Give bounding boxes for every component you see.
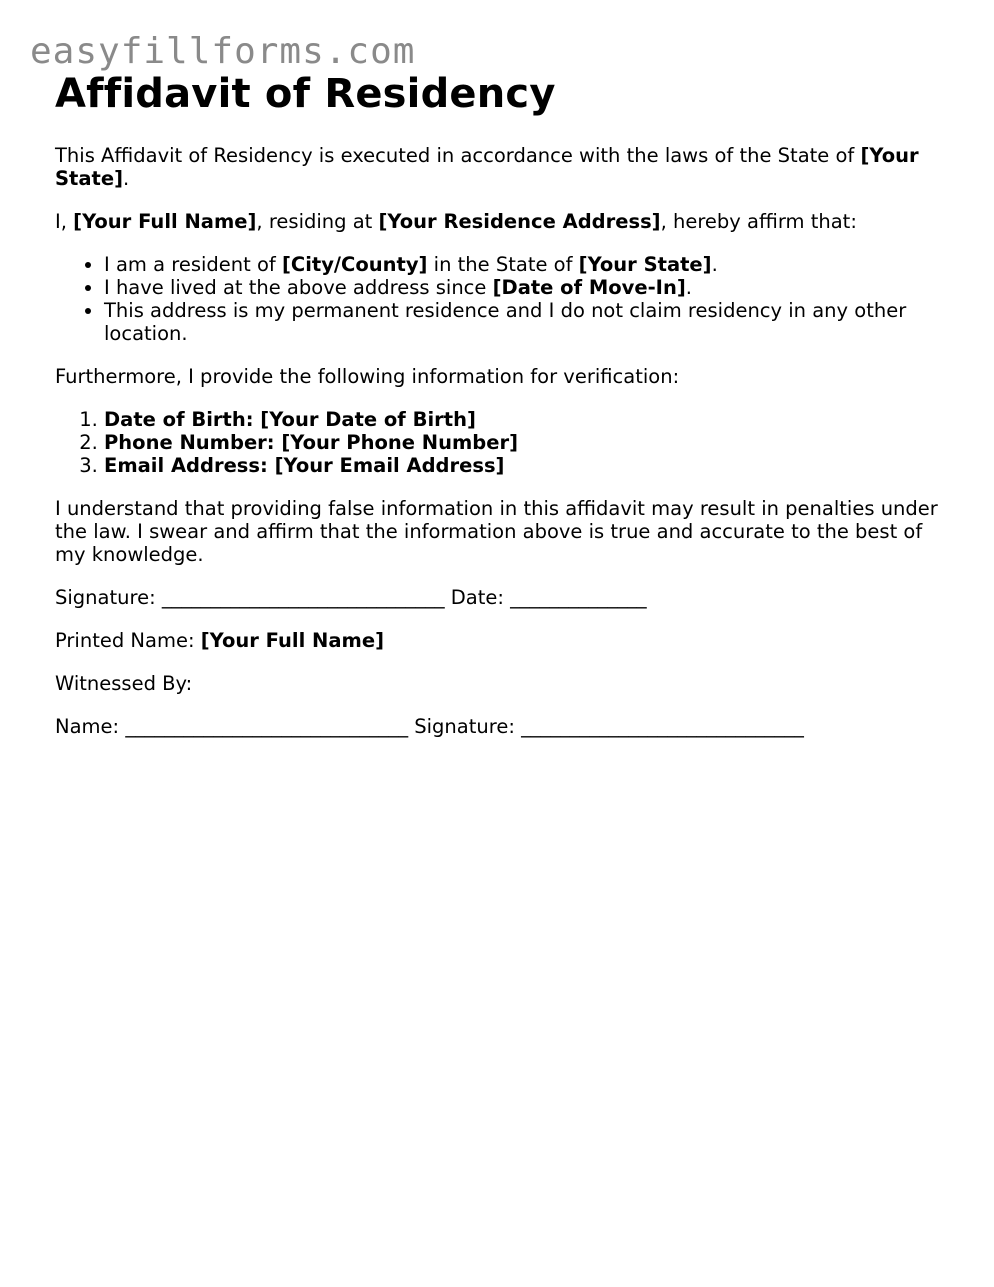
intro-text: This Affidavit of Residency is executed in accordance with the laws of the State of xyxy=(55,144,861,167)
bullet-1-text-2: in the State of xyxy=(427,253,579,276)
witness-signature-blank: _____________________________ xyxy=(521,715,804,738)
signature-label: Signature: xyxy=(55,586,162,609)
intro-end: . xyxy=(122,167,130,190)
phone-number-item: Phone Number: [Your Phone Number] xyxy=(104,431,519,454)
witness-name-label: Name: xyxy=(55,715,126,738)
list-item xyxy=(104,408,940,431)
declaration-paragraph: I understand that providing false information in this affidavit may result in penalties under the law. I swear and affirm that the information above is true and accurate to the best of my knowledge. xyxy=(55,497,938,566)
witness-signature-label: Signature: xyxy=(408,715,522,738)
intro-paragraph xyxy=(55,144,940,190)
watermark: easyfillforms.com xyxy=(30,31,416,72)
bullet-1-text-1: I am a resident of xyxy=(104,253,282,276)
page-title: Affidavit of Residency xyxy=(55,71,556,117)
date-label: Date: xyxy=(444,586,511,609)
bullet-2-date-placeholder: [Date of Move-In] xyxy=(492,276,686,299)
furthermore-paragraph: Furthermore, I provide the following information for verification: xyxy=(55,365,680,388)
bullet-1-text-3: . xyxy=(711,253,718,276)
email-address-item: Email Address: [Your Email Address] xyxy=(104,454,505,477)
signature-blank: _____________________________ xyxy=(161,586,445,609)
printed-name-line xyxy=(55,629,940,652)
date-of-birth-item: Date of Birth: [Your Date of Birth] xyxy=(104,408,476,431)
affirm-paragraph xyxy=(55,210,940,233)
affirm-name-placeholder: [Your Full Name] xyxy=(73,210,257,233)
list-item xyxy=(104,299,940,345)
bullet-2-text-1: I have lived at the above address since xyxy=(104,276,493,299)
signature-line xyxy=(55,586,940,609)
bullet-3-text: This address is my permanent residence and I do not claim residency in any other location. xyxy=(104,299,907,345)
list-item xyxy=(104,253,940,276)
intro-state-placeholder: [Your State] xyxy=(55,144,919,190)
affirmation-list xyxy=(55,253,940,345)
list-item xyxy=(104,276,940,299)
witnessed-by-label: Witnessed By: xyxy=(55,672,193,695)
printed-name-placeholder: [Your Full Name] xyxy=(200,629,384,652)
printed-name-label: Printed Name: xyxy=(55,629,201,652)
bullet-1-city-placeholder: [City/County] xyxy=(281,253,428,276)
bullet-2-text-2: . xyxy=(685,276,692,299)
date-blank: ______________ xyxy=(510,586,647,609)
witness-line xyxy=(55,715,940,738)
list-item xyxy=(104,454,940,477)
bullet-1-state-placeholder: [Your State] xyxy=(578,253,712,276)
witness-name-blank: _____________________________ xyxy=(125,715,409,738)
affirm-address-placeholder: [Your Residence Address] xyxy=(378,210,661,233)
affirm-text-3: , hereby affirm that: xyxy=(660,210,857,233)
list-item xyxy=(104,431,940,454)
affirm-text-1: I, xyxy=(55,210,74,233)
affirm-text-2: , residing at xyxy=(256,210,379,233)
verification-list xyxy=(55,408,940,477)
document-page xyxy=(55,70,940,738)
